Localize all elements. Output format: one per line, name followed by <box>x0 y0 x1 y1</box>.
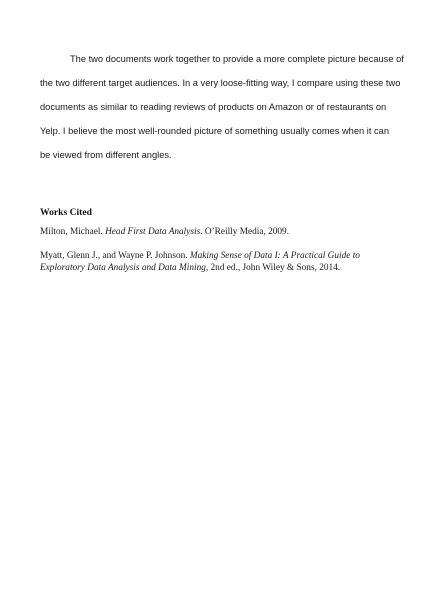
paragraph-line: The two documents work together to provide a more complete picture because of <box>70 54 404 64</box>
paragraph-line: documents as similar to reading reviews of products on Amazon or of restaurants on <box>40 102 387 112</box>
citation-author: Myatt, Glenn J., and Wayne P. Johnson. <box>40 251 190 261</box>
citation-title: Making Sense of Data I: A Practical Guide to <box>189 251 360 261</box>
citation-line <box>40 262 410 274</box>
citation-publisher: . O’Reilly Media, 2009. <box>200 227 290 237</box>
citation-entry <box>40 250 410 274</box>
citation-title: Head First Data Analysis <box>105 227 201 237</box>
paragraph-line: the two different target audiences. In a very loose-fitting way, I compare using these two <box>40 78 401 88</box>
paragraph-line: be viewed from different angles. <box>40 150 172 160</box>
citation-line <box>40 226 410 238</box>
citation-title: Exploratory Data Analysis and Data Mining <box>40 263 206 273</box>
works-cited-heading: Works Cited <box>40 207 92 218</box>
paragraph-line: Yelp. I believe the most well-rounded picture of something usually comes when it can <box>40 126 389 136</box>
citation-author: Milton, Michael. <box>40 227 106 237</box>
citation-publisher: , 2nd ed., John Wiley & Sons, 2014. <box>205 263 341 273</box>
citation-line <box>40 250 410 262</box>
citation-entry <box>40 226 410 238</box>
body-paragraph <box>40 47 402 167</box>
